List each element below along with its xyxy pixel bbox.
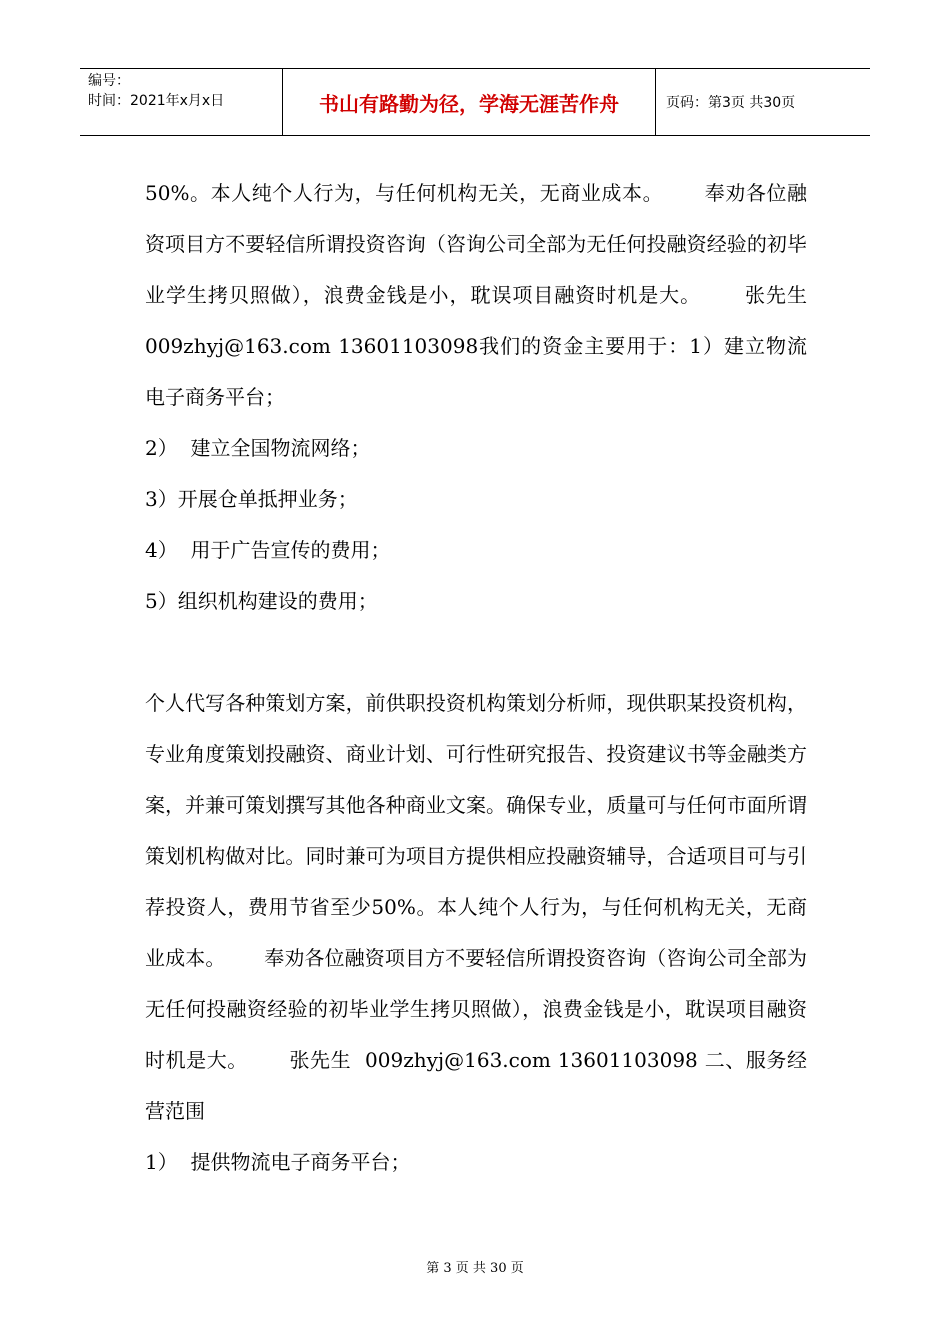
paragraph-1: 50%。本人纯个人行为，与任何机构无关，无商业成本。 奉劝各位融资项目方不要轻信所谓投资咨询（咨询公司全部为无任何投融资经验的初毕业学生拷贝照做），浪费金钱是小，耽误项目融资时机是大。 张先生 009zhyj@163.com 13601103098我们的资金主要用于：1）建立物流电子商务平台； bbox=[145, 181, 820, 409]
doc-time-label: 时间：2021年x月x日 bbox=[88, 93, 225, 109]
paragraph-3: 1） 提供物流电子商务平台； bbox=[145, 1150, 411, 1174]
document-body bbox=[145, 168, 820, 1188]
paragraph-2: 个人代写各种策划方案，前供职投资机构策划分析师，现供职某投资机构，专业角度策划投融资、商业计划、可行性研究报告、投资建议书等金融类方案，并兼可策划撰写其他各种商业文案。确保专业，质量可与任何市面所谓策划机构做对比。同时兼可为项目方提供相应投融资辅导，合适项目可与引荐投资人，费用节省至少50%。本人纯个人行为，与任何机构无关，无商业成本。 奉劝各位融资项目方不要轻信所谓投资咨询（咨询公司全部为无任何投融资经验的初毕业学生拷贝照做），浪费金钱是小，耽误项目融资时机是大。 张先生 009zhyj@163.com 13601103098 二、服务经营范围 bbox=[145, 691, 807, 1123]
header-meta bbox=[80, 69, 282, 135]
header-motto: 书山有路勤为径，学海无涯苦作舟 bbox=[282, 69, 656, 135]
page-header bbox=[80, 68, 870, 136]
list-item: 4） 用于广告宣传的费用； bbox=[145, 538, 391, 562]
list-item: 2） 建立全国物流网络； bbox=[145, 436, 371, 460]
page-footer: 第 3 页 共 30 页 bbox=[426, 1261, 524, 1276]
header-page-info: 页码：第3页 共30页 bbox=[666, 95, 796, 111]
list-item: 5）组织机构建设的费用； bbox=[145, 589, 378, 613]
list-item: 3）开展仓单抵押业务； bbox=[145, 487, 358, 511]
paragraph-gap bbox=[145, 627, 807, 678]
doc-number-label: 编号： bbox=[88, 73, 130, 89]
